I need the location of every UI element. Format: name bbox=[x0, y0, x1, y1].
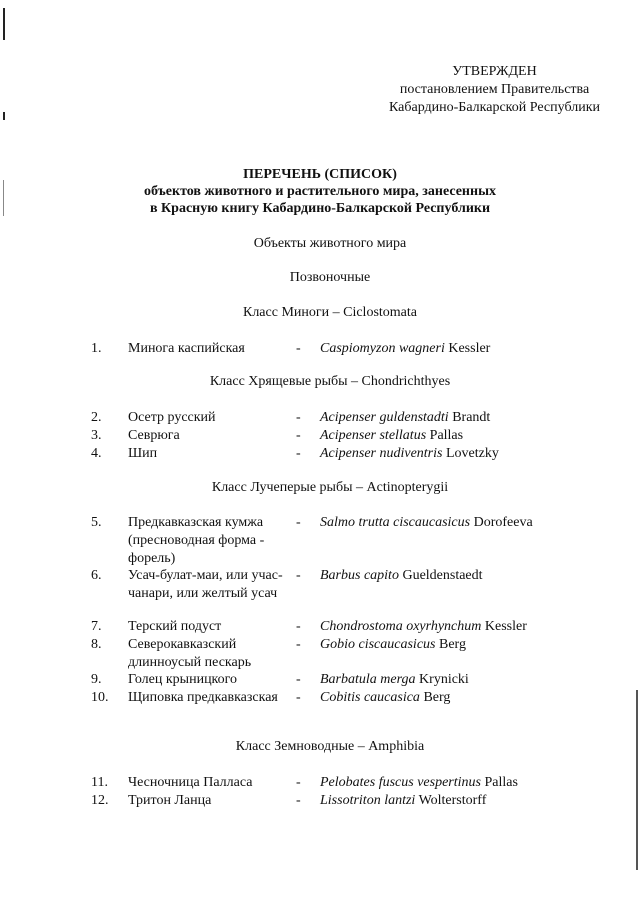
scan-edge-mark bbox=[636, 690, 638, 870]
latin-name bbox=[320, 567, 483, 585]
separator-dash: - bbox=[296, 775, 301, 790]
latin-name bbox=[320, 445, 499, 463]
entry-number: 3. bbox=[91, 428, 102, 443]
separator-dash: - bbox=[296, 793, 301, 808]
separator-dash: - bbox=[296, 515, 301, 530]
entry-number: 9. bbox=[91, 672, 102, 687]
separator-dash: - bbox=[296, 410, 301, 425]
latin-name bbox=[320, 514, 533, 532]
separator-dash: - bbox=[296, 428, 301, 443]
species-author: Lovetzky bbox=[445, 446, 499, 461]
class-heading: Класс Миноги – Ciclostomata bbox=[242, 305, 417, 320]
species-author: Brandt bbox=[452, 410, 491, 425]
entry-number: 2. bbox=[91, 410, 102, 425]
class-heading: Класс Лучеперые рыбы – Actinopterygii bbox=[211, 480, 449, 495]
latin-name bbox=[320, 671, 469, 689]
latin-species: Chondrostoma oxyrhynchum bbox=[320, 619, 482, 634]
approval-stamp bbox=[389, 63, 600, 117]
latin-species: Pelobates fuscus vespertinus bbox=[320, 775, 481, 790]
latin-species: Acipenser nudiventris bbox=[320, 446, 443, 461]
species-author: Berg bbox=[423, 690, 451, 705]
russian-name: Осетр русский bbox=[128, 410, 216, 425]
entry-number: 1. bbox=[91, 341, 102, 356]
latin-name bbox=[320, 774, 518, 792]
entry-number: 10. bbox=[91, 690, 109, 705]
latin-name bbox=[320, 618, 527, 636]
title-line: ПЕРЕЧЕНЬ (СПИСОК) bbox=[243, 167, 397, 182]
separator-dash: - bbox=[296, 446, 301, 461]
latin-name bbox=[320, 792, 486, 810]
species-author: Wolterstorff bbox=[418, 793, 487, 808]
species-author: Kessler bbox=[484, 619, 527, 634]
entry-number: 4. bbox=[91, 446, 102, 461]
separator-dash: - bbox=[296, 690, 301, 705]
latin-species: Barbus capito bbox=[320, 568, 399, 583]
russian-name: Голец крыницкого bbox=[128, 672, 238, 687]
entry-number: 7. bbox=[91, 619, 102, 634]
species-author: Kessler bbox=[448, 341, 491, 356]
entry-number: 6. bbox=[91, 568, 102, 583]
latin-species: Lissotriton lantzi bbox=[320, 793, 416, 808]
russian-name: Шип bbox=[128, 446, 158, 461]
species-author: Gueldenstaedt bbox=[402, 568, 483, 583]
separator-dash: - bbox=[296, 568, 301, 583]
scan-edge-mark bbox=[3, 112, 5, 120]
entry-number: 11. bbox=[91, 775, 108, 790]
entry-number: 12. bbox=[91, 793, 109, 808]
species-author: Dorofeeva bbox=[473, 515, 533, 530]
russian-name: Севрюга bbox=[128, 428, 180, 443]
russian-name: Тритон Ланца bbox=[128, 793, 212, 808]
approval-line: УТВЕРЖДЕН bbox=[452, 64, 537, 79]
latin-name bbox=[320, 636, 466, 654]
class-heading: Класс Хрящевые рыбы – Chondrichthyes bbox=[209, 374, 451, 389]
russian-name: Терский подуст bbox=[128, 619, 222, 634]
separator-dash: - bbox=[296, 637, 301, 652]
latin-species: Caspiomyzon wagneri bbox=[320, 341, 445, 356]
entry-number: 8. bbox=[91, 637, 102, 652]
entry-number: 5. bbox=[91, 515, 102, 530]
separator-dash: - bbox=[296, 341, 301, 356]
subsection-heading: Позвоночные bbox=[289, 270, 371, 285]
latin-species: Gobio ciscaucasicus bbox=[320, 637, 436, 652]
latin-name bbox=[320, 427, 463, 445]
latin-name bbox=[320, 340, 490, 358]
scan-edge-mark bbox=[3, 8, 5, 40]
russian-name: Северокавказский длинноусый пескарь bbox=[128, 637, 252, 670]
approval-line: Кабардино-Балкарской Республики bbox=[389, 100, 600, 115]
title-line: в Красную книгу Кабардино-Балкарской Республики bbox=[149, 201, 491, 216]
latin-species: Cobitis caucasica bbox=[320, 690, 420, 705]
approval-line: постановлением Правительства bbox=[399, 82, 590, 97]
species-author: Pallas bbox=[429, 428, 464, 443]
latin-name bbox=[320, 409, 490, 427]
class-heading: Класс Земноводные – Amphibia bbox=[235, 739, 425, 754]
latin-species: Salmo trutta ciscaucasicus bbox=[320, 515, 471, 530]
separator-dash: - bbox=[296, 672, 301, 687]
section-heading: Объекты животного мира bbox=[253, 236, 407, 251]
russian-name: Чесночница Палласа bbox=[128, 775, 253, 790]
species-author: Pallas bbox=[484, 775, 518, 790]
latin-species: Acipenser guldenstadti bbox=[320, 410, 449, 425]
russian-name: Предкавказская кумжа (пресноводная форма - форель) bbox=[128, 515, 265, 566]
latin-species: Barbatula merga bbox=[320, 672, 416, 687]
latin-species: Acipenser stellatus bbox=[320, 428, 427, 443]
russian-name: Минога каспийская bbox=[128, 341, 245, 356]
russian-name: Усач-булат-маи, или учас-чанари, или желтый усач bbox=[128, 568, 283, 601]
title-line: объектов животного и растительного мира, занесенных bbox=[143, 184, 496, 199]
species-author: Krynicki bbox=[419, 672, 469, 687]
species-author: Berg bbox=[438, 637, 466, 652]
russian-name: Щиповка предкавказская bbox=[128, 690, 278, 705]
separator-dash: - bbox=[296, 619, 301, 634]
latin-name bbox=[320, 689, 450, 707]
document-title bbox=[0, 166, 640, 217]
